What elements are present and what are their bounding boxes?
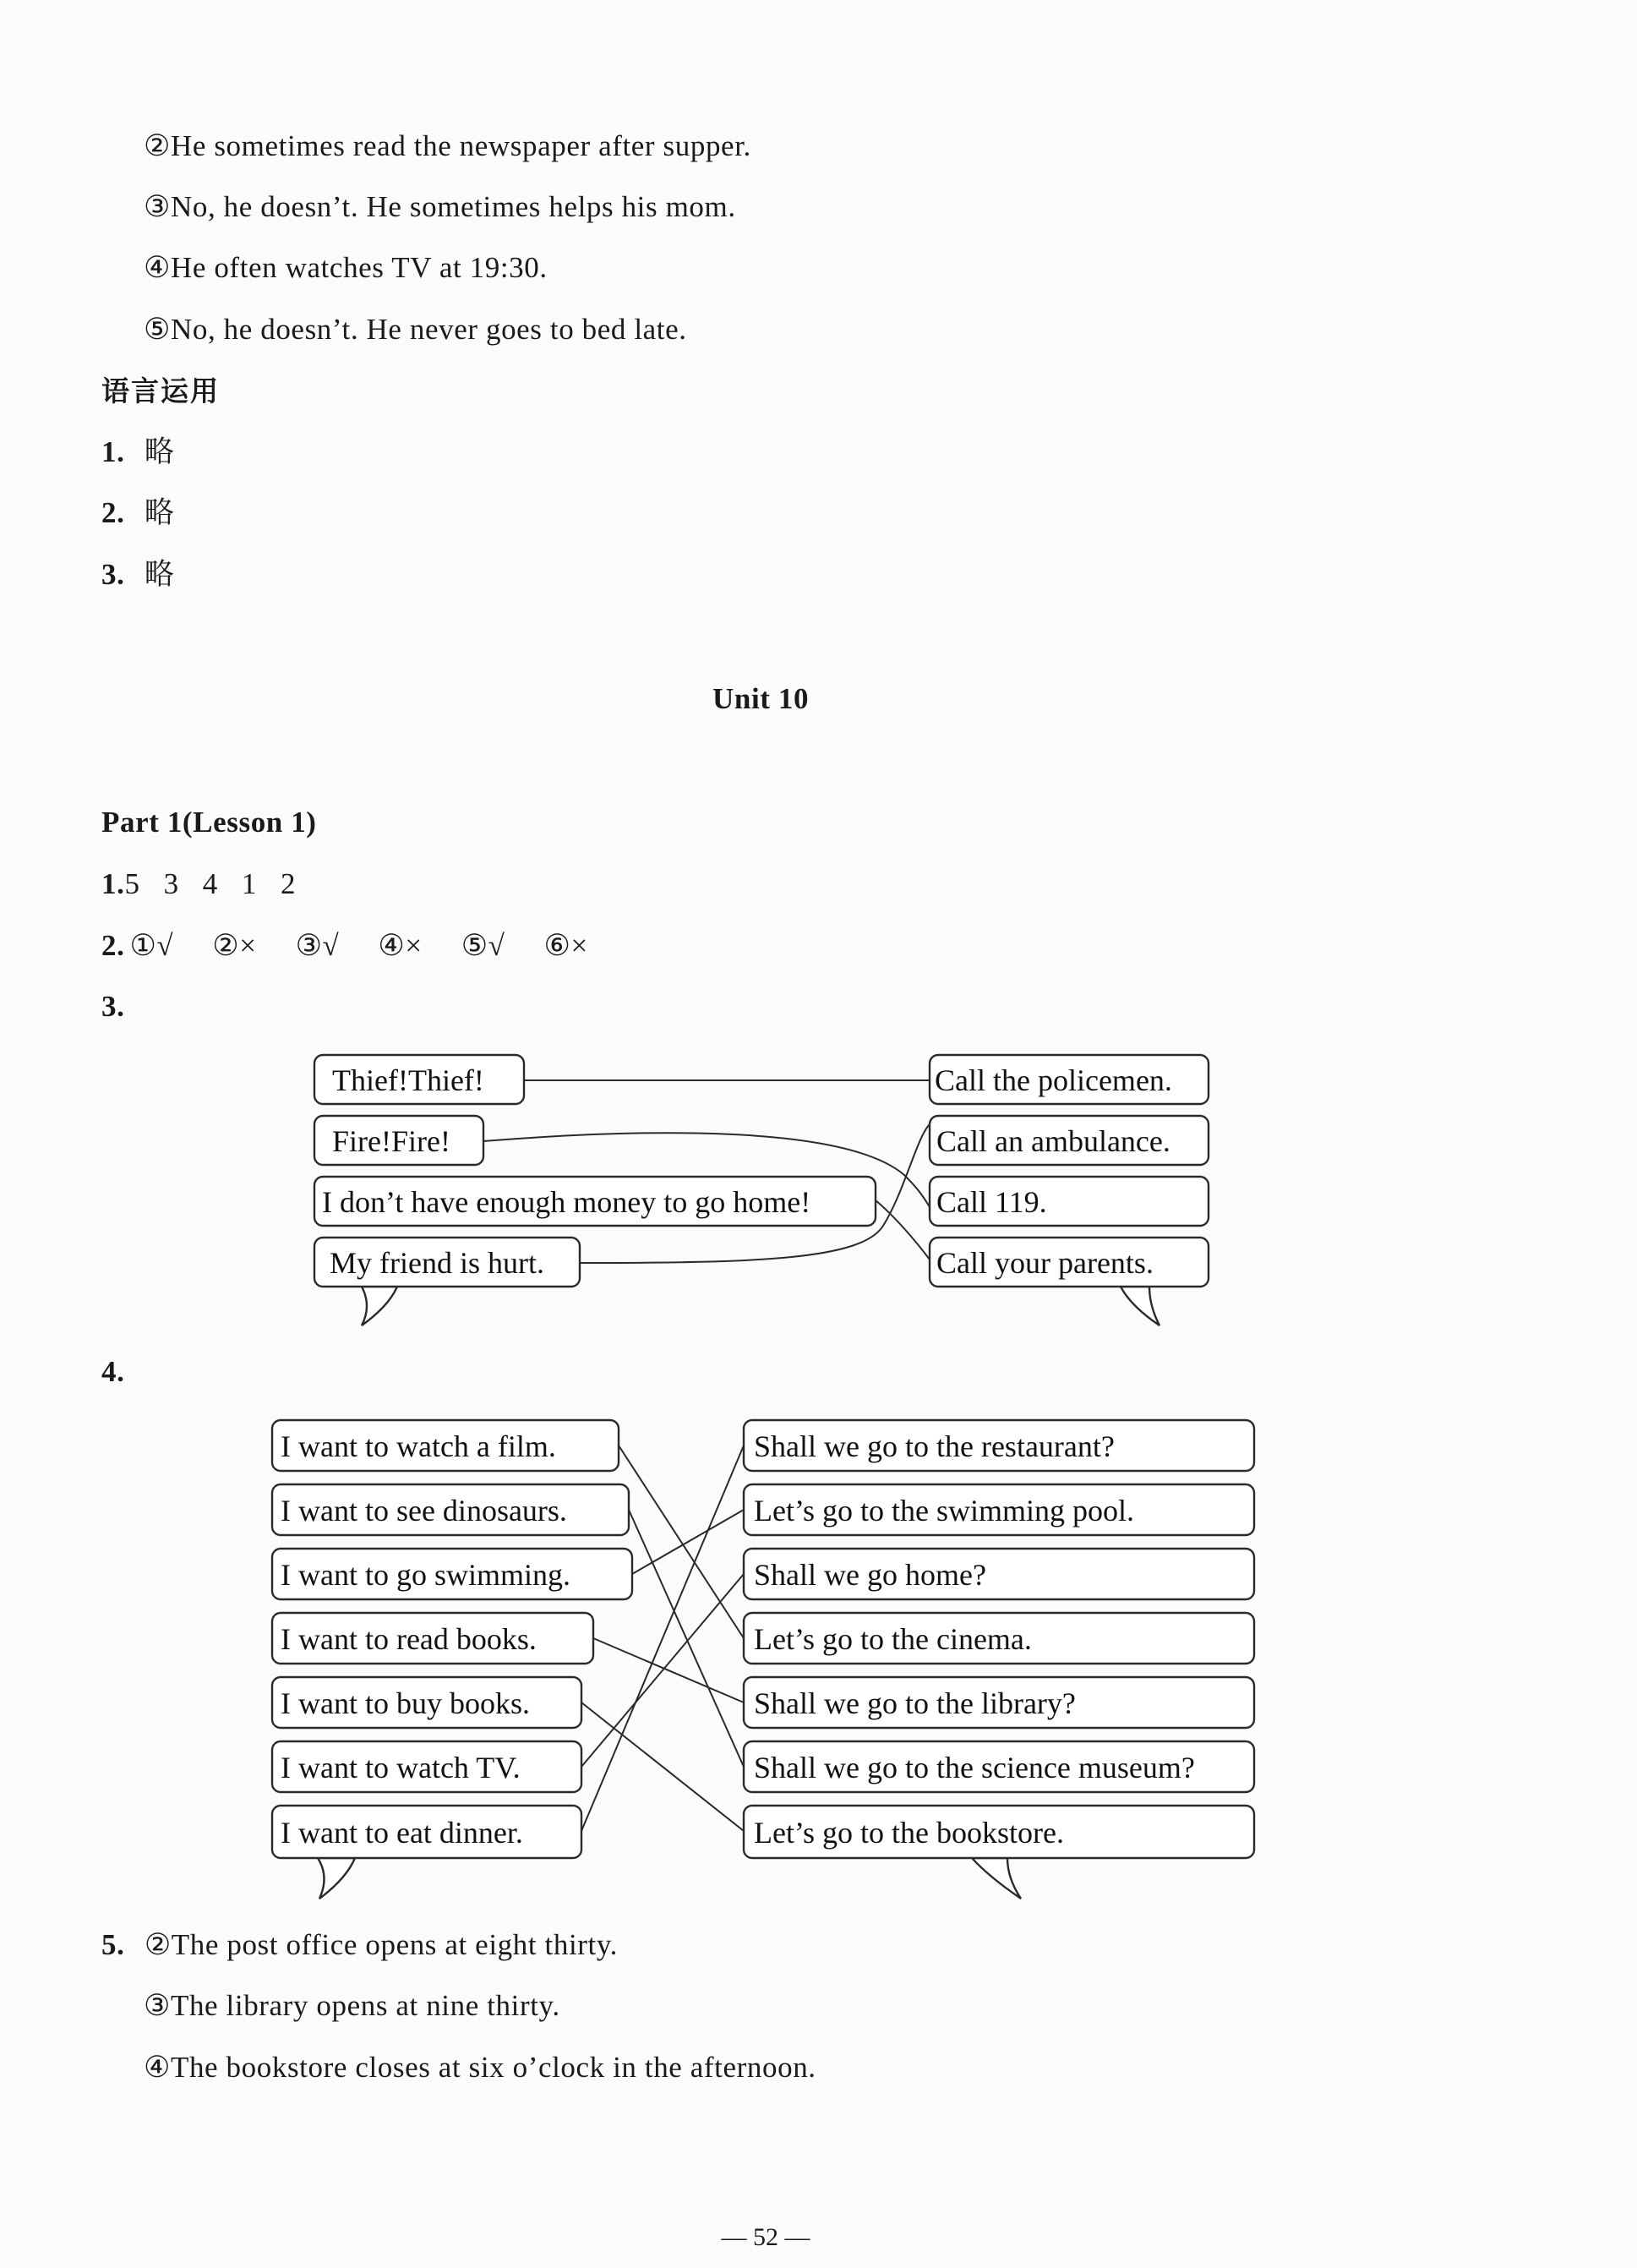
item-number: 1. [101,435,125,468]
question-number: 2. [101,929,125,962]
part-title: Part 1(Lesson 1) [101,806,317,839]
question-number: 3. [101,990,125,1023]
connector-line [619,1446,744,1638]
question-5 [101,1927,618,1963]
question-1-answer: 5 3 4 1 2 [124,867,297,900]
bubble-text: Let’s go to the cinema. [754,1622,1032,1656]
bubble-text: Fire!Fire! [332,1124,450,1158]
bubble-text: Shall we go home? [754,1558,986,1592]
answer-line: ③No, he doesn’t. He sometimes helps his mom. [144,190,736,223]
bubble-text: I want to go swimming. [281,1558,570,1592]
bubble-text: I want to buy books. [281,1686,530,1720]
item-text: 略 [144,558,175,591]
item-text: 略 [144,496,175,529]
bubble-text: Shall we go to the restaurant? [754,1429,1115,1463]
connector-line [632,1510,744,1574]
question-number: 4. [101,1355,125,1388]
bubble-text: Shall we go to the library? [754,1686,1076,1720]
item-number: 3. [101,558,125,591]
item-text: 略 [144,435,175,468]
mark: ⑤√ [461,929,505,962]
mark: ④× [378,929,423,962]
mark: ⑥× [543,929,588,962]
speech-tail [972,1858,1021,1899]
unit-title: Unit 10 [712,682,810,715]
connector-line [581,1702,744,1831]
bubble-text: Call 119. [936,1185,1047,1219]
bubble-text: My friend is hurt. [330,1246,544,1280]
question-number: 5. [101,1928,125,1961]
item-number: 2. [101,496,125,529]
bubble-text: I want to watch TV. [281,1751,521,1784]
answer-line: ②He sometimes read the newspaper after supper. [144,129,751,162]
bubble-text: Call the policemen. [935,1063,1172,1097]
page-number: — 52 — [721,2223,810,2251]
bubble-text: I want to see dinosaurs. [281,1494,567,1527]
bubble-text: Call an ambulance. [936,1124,1170,1158]
answer-line: ②The post office opens at eight thirty. [144,1928,619,1961]
bubble-text: Let’s go to the swimming pool. [754,1494,1134,1527]
connector-line [581,1574,744,1767]
speech-tail [318,1858,355,1899]
mark: ③√ [295,929,340,962]
section-heading: 语言运用 [101,374,220,407]
answer-line: ⑤No, he doesn’t. He never goes to bed late. [144,313,687,346]
bubble-text: I want to watch a film. [281,1429,556,1463]
answer-line: ③The library opens at nine thirty. [144,1989,560,2022]
connector-line [593,1638,744,1702]
mark: ①√ [129,929,174,962]
bubble-text: I want to read books. [281,1622,537,1656]
bubble-text: I want to eat dinner. [281,1816,523,1850]
answer-line: ④The bookstore closes at six o’clock in the afternoon. [144,2051,816,2084]
bubble-text: Call your parents. [936,1246,1154,1280]
bubble-text: I don’t have enough money to go home! [322,1185,811,1219]
bubble-text: Let’s go to the bookstore. [754,1816,1064,1850]
bubble-text: Thief!Thief! [332,1063,484,1097]
bubble-text: Shall we go to the science museum? [754,1751,1195,1784]
mark: ②× [212,929,257,962]
question-number: 1. [101,867,125,900]
answer-line: ④He often watches TV at 19:30. [144,251,548,284]
